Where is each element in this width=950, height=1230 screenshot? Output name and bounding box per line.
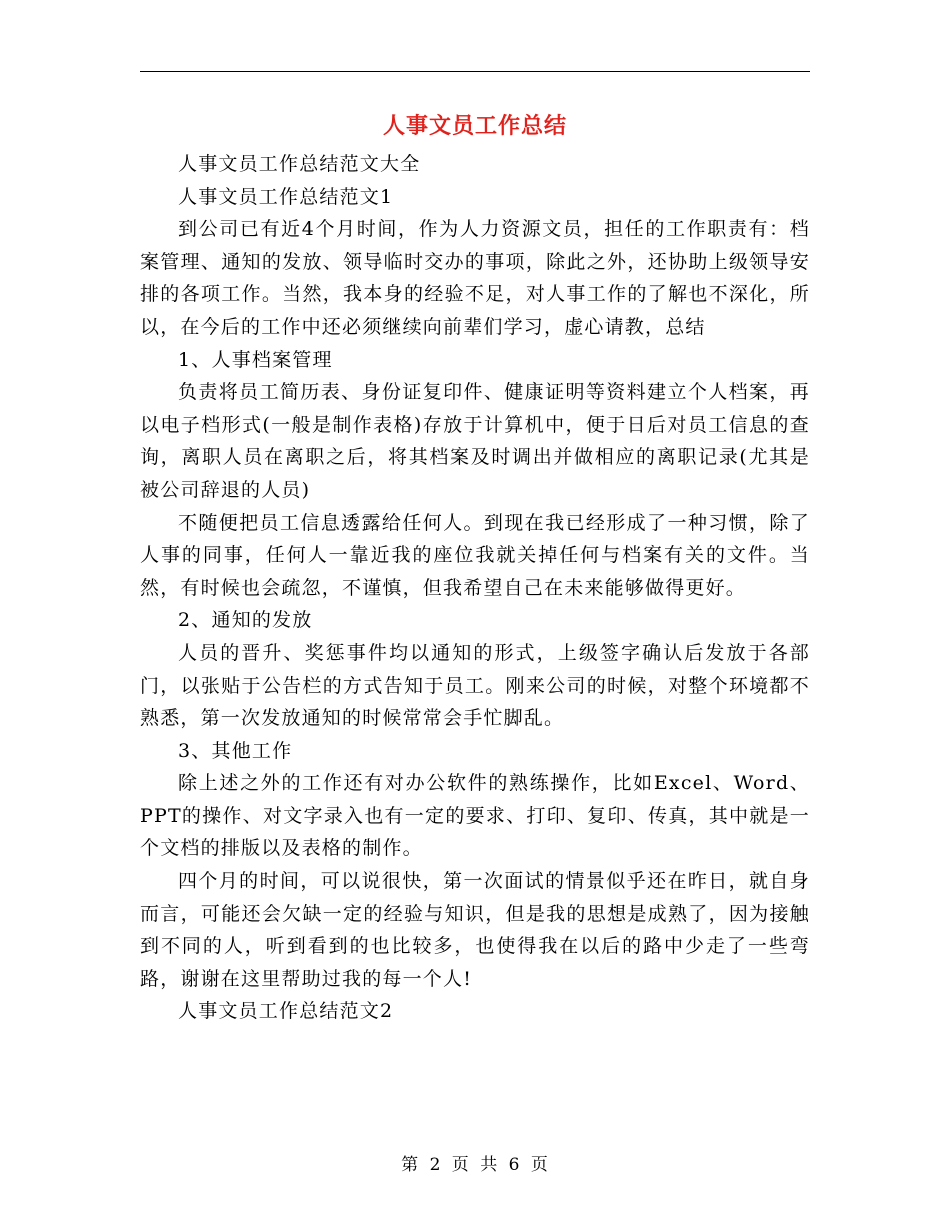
paragraph: 负责将员工简历表、身份证复印件、健康证明等资料建立个人档案，再以电子档形式(一般是制作表格)存放于计算机中，便于日后对员工信息的查询，离职人员在离职之后，将其档案及时调出并做相应的离职记录(尤其是被公司辞退的人员) (140, 381, 810, 501)
document-body (140, 148, 810, 1028)
paragraph: 人事文员工作总结范文2 (178, 1000, 394, 1023)
section-heading: 3、其他工作 (178, 739, 293, 762)
paragraph: 到公司已有近4个月时间，作为人力资源文员，担任的工作职责有：档案管理、通知的发放、领导临时交办的事项，除此之外，还协助上级领导安排的各项工作。当然，我本身的经验不足，对人事工作的了解也不深化，所以，在今后的工作中还必须继续向前辈们学习，虚心请教，总结 (140, 218, 810, 338)
paragraph: 人事文员工作总结范文大全 (178, 153, 421, 175)
paragraph: 人事文员工作总结范文1 (178, 185, 394, 208)
header-rule (140, 71, 810, 72)
section-heading: 2、通知的发放 (178, 609, 313, 632)
paragraph: 除上述之外的工作还有对办公软件的熟练操作，比如Excel、Word、PPT的操作、对文字录入也有一定的要求、打印、复印、传真，其中就是一个文档的排版以及表格的制作。 (140, 772, 810, 860)
paragraph: 不随便把员工信息透露给任何人。到现在我已经形成了一种习惯，除了人事的同事，任何人一靠近我的座位我就关掉任何与档案有关的文件。当然，有时候也会疏忽，不谨慎，但我希望自己在未来能够做得更好。 (140, 511, 810, 599)
paragraph: 四个月的时间，可以说很快，第一次面试的情景似乎还在昨日，就自身而言，可能还会欠缺一定的经验与知识，但是我的思想是成熟了，因为接触到不同的人，听到看到的也比较多，也使得我在以后的路中少走了一些弯路，谢谢在这里帮助过我的每一个人! (140, 870, 810, 990)
document-title: 人事文员工作总结 (382, 113, 567, 139)
page-number: 第 2 页 共 6 页 (401, 1155, 549, 1175)
section-heading: 1、人事档案管理 (178, 348, 333, 371)
paragraph: 人员的晋升、奖惩事件均以通知的形式，上级签字确认后发放于各部门，以张贴于公告栏的方式告知于员工。刚来公司的时候，对整个环境都不熟悉，第一次发放通知的时候常常会手忙脚乱。 (140, 641, 810, 730)
